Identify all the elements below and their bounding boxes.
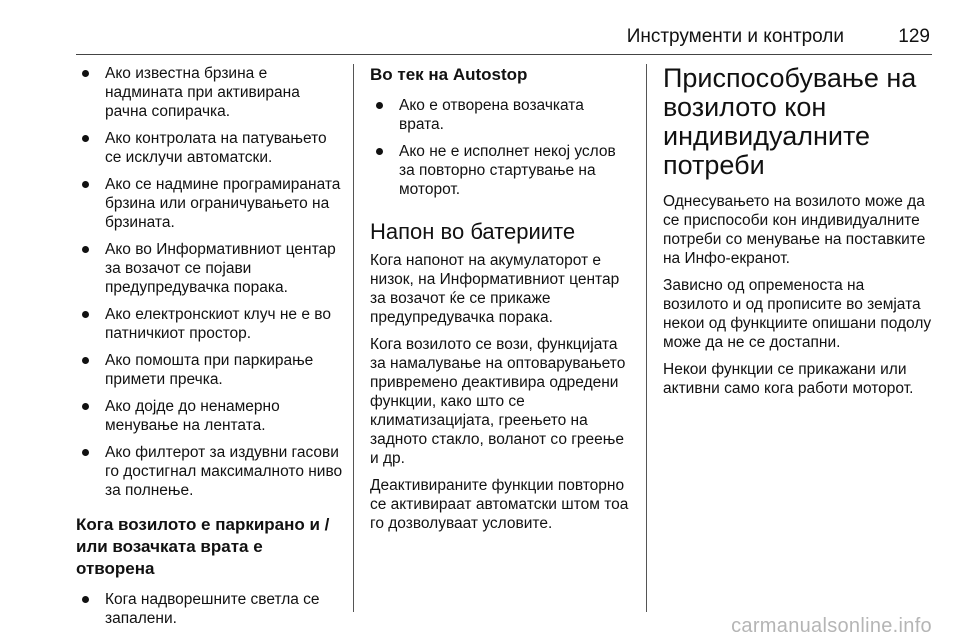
paragraph: Деактивираните функции повторно се активираат автоматски штом тоа го дозволуваат условите. <box>370 477 629 532</box>
section-heading: Во тек на Autostop <box>370 65 528 84</box>
page-header <box>76 24 932 55</box>
list-item: Ако не е исполнет некој услов за повторно стартување на моторот. <box>370 142 632 199</box>
bullet-icon <box>82 181 89 188</box>
column-right <box>663 64 933 406</box>
column-divider <box>353 64 354 612</box>
column-left <box>76 64 344 636</box>
list-item: Кога надворешните светла се запалени. <box>76 590 344 628</box>
bullet-list <box>370 96 632 199</box>
bullet-icon <box>82 357 89 364</box>
paragraph: Зависно од опременоста на возилото и од прописите во земјата некои од функциите опишани подолу може да не се достапни. <box>663 277 932 351</box>
list-item: Ако дојде до ненамерно менување на лентата. <box>76 397 344 435</box>
paragraph: Кога возилото се вози, функцијата за намалување на оптоварувањето привремено деактивира одредени функции, како што се климатизацијата, греењето на задното стакло, воланот со греење и др. <box>370 336 626 467</box>
list-item: Ако филтерот за издувни гасови го достигнал максималното ниво за полнење. <box>76 443 344 500</box>
bullet-icon <box>82 246 89 253</box>
list-item: Ако се надмине програмираната брзина или ограничувањето на брзината. <box>76 175 344 232</box>
page-number: 129 <box>898 26 930 47</box>
list-item: Ако известна брзина е надмината при активирана рачна сопирачка. <box>76 64 344 121</box>
bullet-list <box>76 64 344 500</box>
paragraph: Некои функции се прикажани или активни само кога работи моторот. <box>663 361 914 397</box>
bullet-icon <box>82 449 89 456</box>
bullet-icon <box>82 70 89 77</box>
bullet-icon <box>376 102 383 109</box>
bullet-icon <box>82 135 89 142</box>
paragraph: Однесувањето на возилото може да се приспособи кон индивидуалните потреби со менување на поставките на Инфо-екранот. <box>663 193 926 267</box>
paragraph: Кога напонот на акумулаторот е низок, на Информативниот центар за возачот ќе се прикаже предупредувачка порака. <box>370 252 620 326</box>
list-item: Ако во Информативниот центар за возачот се појави предупредувачка порака. <box>76 240 344 297</box>
list-item: Ако е отворена возачката врата. <box>370 96 632 134</box>
list-item: Ако помошта при паркирање примети пречка. <box>76 351 344 389</box>
header-title: Инструменти и контроли <box>626 26 844 47</box>
bullet-list <box>76 590 344 628</box>
column-divider <box>646 64 647 612</box>
list-item: Ако електронскиот клуч не е во патничкиот простор. <box>76 305 344 343</box>
section-title: Напон во батериите <box>370 219 576 244</box>
chapter-title: Приспособување на возилото кон индивидуалните потреби <box>663 63 917 180</box>
bullet-icon <box>82 403 89 410</box>
bullet-icon <box>376 148 383 155</box>
list-item: Ако контролата на патувањето се исклучи автоматски. <box>76 129 344 167</box>
watermark: carmanualsonline.info <box>731 615 932 637</box>
bullet-icon <box>82 596 89 603</box>
section-heading: Кога возилото е паркирано и / или возачката врата е отворена <box>76 515 330 578</box>
column-middle <box>370 64 632 541</box>
bullet-icon <box>82 311 89 318</box>
